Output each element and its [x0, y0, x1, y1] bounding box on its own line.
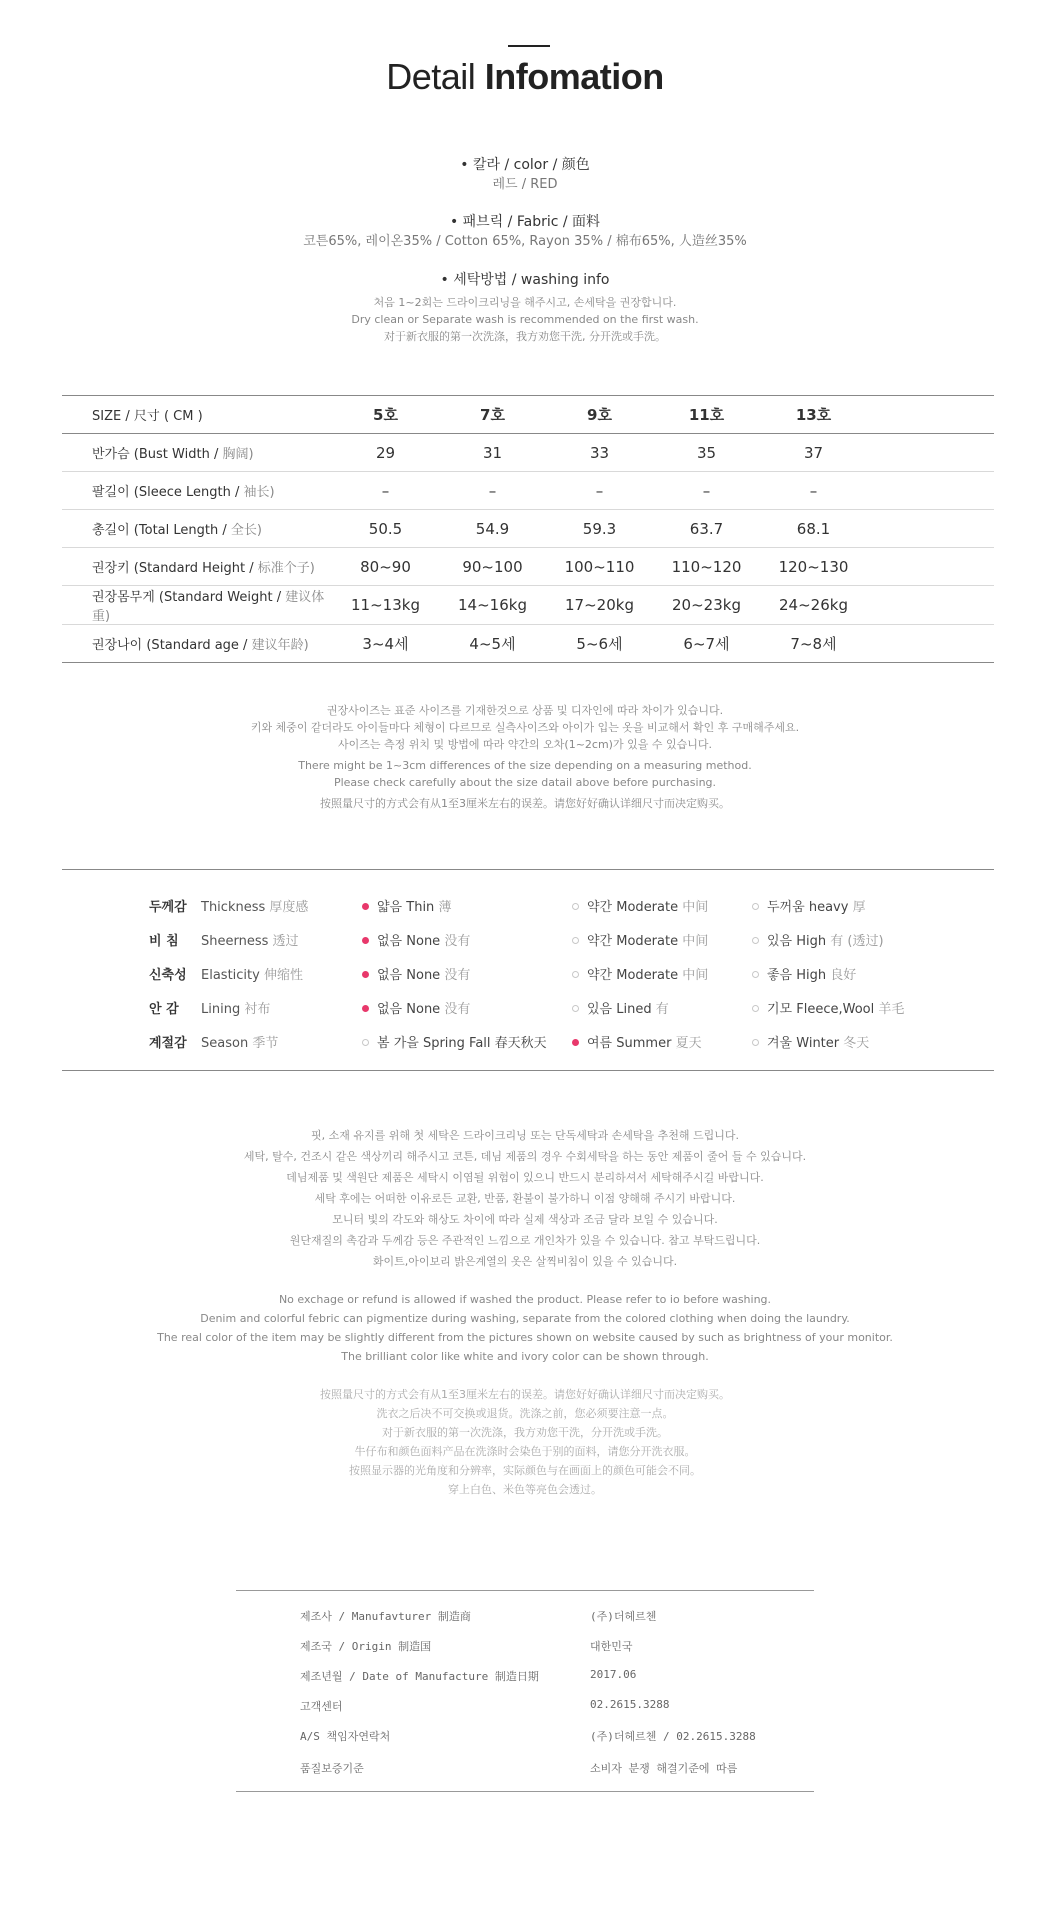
selected-dot-icon [572, 1039, 579, 1046]
fabric-category-zh: 厚度感 [269, 900, 309, 915]
fabric-option [362, 896, 451, 915]
fabric-heading: • 패브릭 / Fabric / 面料 [449, 214, 601, 230]
care-note: 핏, 소재 유지를 위해 첫 세탁은 드라이크리닝 또는 단독세탁과 손세탁을 추천해 드립니다. [311, 1129, 739, 1142]
table-cell: – [702, 481, 711, 500]
unselected-dot-icon [572, 937, 579, 944]
manufacturer-value: (주)더헤르첸 [590, 1610, 657, 1623]
size-note: 키와 체중이 같더라도 아이들마다 체형이 다르므로 실측사이즈와 아이가 입는 옷을 비교해서 확인 후 구매해주세요. [250, 721, 800, 734]
selected-dot-icon [362, 1005, 369, 1012]
fabric-category-zh: 透过 [272, 934, 299, 949]
option-zh: 有 (透过) [830, 934, 884, 949]
fabric-option [572, 896, 708, 915]
fabric-option [752, 1032, 869, 1051]
table-cell: – [809, 481, 818, 500]
option-ko: 없음 [377, 1002, 403, 1017]
manufacturer-value: 02.2615.3288 [590, 1698, 670, 1711]
manufacturer-value: 대한민국 [590, 1640, 633, 1653]
row-label-sub: 胸阔) [222, 447, 254, 462]
row-label-sub: 建议年龄) [251, 638, 309, 653]
size-note: Please check carefully about the size datail above before purchasing. [333, 776, 717, 789]
table-cell: 90~100 [462, 557, 523, 576]
table-cell: 50.5 [368, 519, 403, 538]
fabric-category: 안 감 [149, 1002, 179, 1017]
row-label [62, 625, 332, 663]
care-notes-en [0, 1290, 1050, 1366]
unselected-dot-icon [572, 1005, 579, 1012]
fabric-option [572, 998, 669, 1017]
unselected-dot-icon [362, 1039, 369, 1046]
manufacturer-key: 고객센터 [300, 1700, 343, 1713]
table-cell: 80~90 [360, 557, 411, 576]
option-ko: 좋음 [767, 968, 793, 983]
washing-line-ko: 처음 1~2회는 드라이크리닝을 해주시고, 손세탁을 권장합니다. [373, 296, 677, 309]
option-ko: 없음 [377, 934, 403, 949]
selected-dot-icon [362, 937, 369, 944]
fabric-category-en [201, 930, 299, 949]
fabric-category-en-text: Sheerness [201, 934, 269, 949]
table-cell: – [381, 481, 390, 500]
option-zh: 中间 [682, 900, 709, 915]
size-note: 사이즈는 측정 위치 및 방법에 따라 약간의 오차(1~2cm)가 있을 수 있습니다. [338, 738, 712, 751]
table-row [62, 548, 994, 586]
fabric-row-thickness [62, 888, 994, 922]
fabric-category: 두께감 [149, 900, 187, 915]
table-cell: 120~130 [778, 557, 849, 576]
option-en: Moderate [616, 968, 679, 983]
fabric-option [362, 930, 470, 949]
fabric-option [572, 1032, 702, 1051]
row-label-main: 총길이 (Total Length / [92, 523, 231, 538]
option-zh: 羊毛 [878, 1002, 905, 1017]
option-en: Summer [616, 1036, 672, 1051]
row-label [62, 434, 332, 472]
table-cell: – [595, 481, 604, 500]
table-cell: 110~120 [671, 557, 742, 576]
row-label [62, 472, 332, 510]
size-col: 9호 [587, 406, 612, 424]
option-ko: 약간 [587, 934, 613, 949]
table-cell: 3~4세 [362, 635, 409, 653]
fabric-option [752, 964, 856, 983]
manufacturer-key: 품질보증기준 [300, 1762, 364, 1775]
size-header-label: SIZE / 尺寸 ( CM ) [92, 409, 203, 424]
manufacturer-top-rule [236, 1590, 814, 1591]
care-note: 화이트,아이보리 밝은계열의 옷은 살찍비침이 있을 수 있습니다. [372, 1255, 678, 1268]
care-note: The real color of the item may be slightly different from the pictures shown on website caused by such as brightness of your monitor. [157, 1331, 893, 1344]
option-zh: 没有 [444, 934, 471, 949]
size-col: 11호 [688, 406, 725, 424]
fabric-category-zh: 衬布 [244, 1002, 271, 1017]
care-note: The brilliant color like white and ivory color can be shown through. [341, 1350, 709, 1363]
unselected-dot-icon [752, 1005, 759, 1012]
option-en: None [406, 934, 441, 949]
fabric-option [572, 930, 708, 949]
size-note: 권장사이즈는 표준 사이즈를 기재한것으로 상품 및 디자인에 따라 차이가 있습니다. [326, 704, 724, 717]
fabric-row-season [62, 1024, 994, 1058]
fabric-value: 코튼65%, 레이온35% / Cotton 65%, Rayon 35% / 棉布65%, 人造丝35% [303, 234, 747, 249]
fabric-option [362, 998, 470, 1017]
size-col: 7호 [480, 406, 505, 424]
option-en: Moderate [616, 900, 679, 915]
option-en: Winter [796, 1036, 840, 1051]
fabric-category-en [201, 998, 270, 1017]
care-note: 按照显示器的光角度和分辨率，实际颜色与在画面上的颜色可能会不同。 [349, 1464, 701, 1477]
row-label-sub: 袖长) [243, 485, 275, 500]
fabric-category-zh: 伸缩性 [263, 968, 303, 983]
table-cell: 100~110 [564, 557, 635, 576]
page-title [0, 56, 1050, 98]
row-label-sub: 标准个子) [257, 561, 315, 576]
washing-heading: • 세탁방법 / washing info [440, 272, 610, 288]
table-cell: 17~20kg [565, 596, 634, 614]
option-zh: 薄 [438, 900, 452, 915]
fabric-category-en-text: Elasticity [201, 968, 260, 983]
fabric-category-en-text: Season [201, 1036, 249, 1051]
option-en: None [406, 968, 441, 983]
color-info [0, 155, 1050, 195]
size-table-header [62, 396, 994, 434]
selected-dot-icon [362, 903, 369, 910]
fabric-bottom-rule [62, 1070, 994, 1071]
selected-dot-icon [362, 971, 369, 978]
option-en: Fleece,Wool [796, 1002, 875, 1017]
table-row [62, 510, 994, 548]
care-notes-zh [0, 1385, 1050, 1499]
washing-line-en: Dry clean or Separate wash is recommended on the first wash. [351, 313, 699, 326]
fabric-category-zh: 季节 [252, 1036, 279, 1051]
table-cell: 29 [375, 443, 396, 462]
row-label-main: 반가슴 (Bust Width / [92, 447, 223, 462]
option-ko: 약간 [587, 900, 613, 915]
option-ko: 겨울 [767, 1036, 793, 1051]
table-cell: 35 [696, 443, 717, 462]
row-label [62, 586, 332, 625]
option-ko: 기모 [767, 1002, 793, 1017]
option-zh: 没有 [444, 968, 471, 983]
fabric-category: 계절감 [149, 1036, 187, 1051]
manufacturer-key: A/S 책임자연락처 [300, 1730, 391, 1743]
unselected-dot-icon [572, 971, 579, 978]
fabric-category-en [201, 964, 303, 983]
option-ko: 있음 [587, 1002, 613, 1017]
table-cell: 6~7세 [683, 635, 730, 653]
option-ko: 얇음 [377, 900, 403, 915]
care-note: 牛仔布和颜色面料产品在洗涤时会染色于别的面料，请您分开洗衣服。 [354, 1445, 696, 1458]
manufacturer-key: 제조년월 / Date of Manufacture 制造日期 [300, 1670, 539, 1683]
page-title-bold: Infomation [484, 56, 664, 97]
manufacturer-row [236, 1660, 814, 1690]
option-ko: 약간 [587, 968, 613, 983]
size-notes [0, 702, 1050, 812]
manufacturer-key: 제조사 / Manufavturer 制造商 [300, 1610, 471, 1623]
unselected-dot-icon [752, 1039, 759, 1046]
fabric-option [752, 998, 904, 1017]
care-note: 세탁, 탈수, 건조시 같은 색상끼리 해주시고 코튼, 데님 제품의 경우 수회세탁을 하는 동안 제품이 줄어 들 수 있습니다. [243, 1150, 807, 1163]
table-row [62, 625, 994, 663]
option-en: Lined [616, 1002, 652, 1017]
table-cell: 37 [803, 443, 824, 462]
manufacturer-row [236, 1630, 814, 1660]
table-cell: – [488, 481, 497, 500]
care-note: Denim and colorful febric can pigmentize during washing, separate from the colored clothing when doing the laundry. [200, 1312, 850, 1325]
option-en: Thin [406, 900, 435, 915]
care-note: 对于新衣服的第一次洗涤，我方劝您干洗，分开洗或手洗。 [382, 1426, 668, 1439]
row-label-sub: 全长) [230, 523, 262, 538]
table-cell: 7~8세 [790, 635, 837, 653]
fabric-row-sheerness [62, 922, 994, 956]
title-divider [508, 45, 550, 47]
table-cell: 4~5세 [469, 635, 516, 653]
table-cell: 54.9 [475, 519, 510, 538]
care-note: 세탁 후에는 어떠한 이유로든 교환, 반품, 환불이 불가하니 이점 양해해 주시기 바랍니다. [314, 1192, 736, 1205]
option-zh: 中间 [682, 934, 709, 949]
option-ko: 있음 [767, 934, 793, 949]
option-zh: 夏天 [675, 1036, 702, 1051]
table-cell: 33 [589, 443, 610, 462]
washing-line-zh: 对于新衣服的第一次洗涤，我方劝您干洗, 分开洗或手洗。 [384, 330, 666, 343]
fabric-category: 비 침 [149, 934, 179, 949]
option-en: heavy [808, 900, 849, 915]
row-label-main: 권장키 (Standard Height / [92, 561, 258, 576]
table-row [62, 586, 994, 625]
table-row [62, 472, 994, 510]
table-cell: 24~26kg [779, 596, 848, 614]
table-cell: 5~6세 [576, 635, 623, 653]
option-ko: 봄 가을 [377, 1036, 419, 1051]
option-en: Moderate [616, 934, 679, 949]
manufacturer-key: 제조국 / Origin 制造国 [300, 1640, 432, 1653]
option-zh: 中间 [682, 968, 709, 983]
row-label [62, 548, 332, 586]
option-en: Spring Fall [422, 1036, 491, 1051]
table-cell: 31 [482, 443, 503, 462]
option-zh: 冬天 [843, 1036, 870, 1051]
table-cell: 20~23kg [672, 596, 741, 614]
fabric-category-en [201, 896, 308, 915]
care-note: 모니터 빛의 각도와 해상도 차이에 따라 실제 색상과 조금 달라 보일 수 있습니다. [332, 1213, 718, 1226]
manufacturer-row [236, 1720, 814, 1750]
row-label-main: 팔길이 (Sleece Length / [92, 485, 244, 500]
size-table [62, 395, 994, 663]
care-note: 데님제품 및 색원단 제품은 세탁시 이염될 위험이 있으니 반드시 분리하셔서 세탁해주시길 바랍니다. [286, 1171, 764, 1184]
option-zh: 没有 [444, 1002, 471, 1017]
manufacturer-row [236, 1752, 814, 1782]
fabric-option [752, 896, 866, 915]
size-note: There might be 1~3cm differences of the size depending on a measuring method. [298, 759, 752, 772]
care-note: 원단재질의 촉감과 두께감 등은 주관적인 느낌으로 개인차가 있을 수 있습니다. 참고 부탁드립니다. [289, 1234, 761, 1247]
care-note: 按照量尺寸的方式会有从1至3厘米左右的误差。请您好好确认详细尺寸而决定购买。 [320, 1388, 730, 1401]
manufacturer-value: 소비자 분쟁 해결기준에 따름 [590, 1762, 738, 1775]
option-zh: 良好 [830, 968, 857, 983]
option-en: High [796, 968, 827, 983]
size-note: 按照量尺寸的方式会有从1至3厘米左右的误差。请您好好确认详细尺寸而决定购买。 [320, 797, 730, 810]
table-cell: 63.7 [689, 519, 724, 538]
fabric-top-rule [62, 869, 994, 870]
option-ko: 두꺼움 [767, 900, 805, 915]
row-label [62, 510, 332, 548]
care-note: 洗衣之后决不可交换或退货。洗涤之前，您必须要注意一点。 [376, 1407, 674, 1420]
fabric-category-en-text: Thickness [201, 900, 266, 915]
fabric-category-en [201, 1032, 278, 1051]
manufacturer-row [236, 1690, 814, 1720]
fabric-info [0, 212, 1050, 252]
manufacturer-bottom-rule [236, 1791, 814, 1792]
fabric-category: 신축성 [149, 968, 187, 983]
row-label-sub: 建议体重) [92, 590, 325, 624]
manufacturer-value: 2017.06 [590, 1668, 637, 1681]
unselected-dot-icon [752, 971, 759, 978]
fabric-option [752, 930, 884, 949]
washing-info [0, 270, 1050, 345]
page-title-light: Detail [386, 56, 485, 97]
care-notes-ko [0, 1125, 1050, 1272]
fabric-option [362, 964, 470, 983]
care-note: No exchage or refund is allowed if washed the product. Please refer to io before washing. [278, 1293, 772, 1306]
option-ko: 없음 [377, 968, 403, 983]
size-col: 13호 [795, 406, 832, 424]
size-col: 5호 [373, 406, 398, 424]
color-heading: • 칼라 / color / 颜色 [460, 157, 590, 173]
option-en: None [406, 1002, 441, 1017]
manufacturer-row [236, 1600, 814, 1630]
fabric-row-elasticity [62, 956, 994, 990]
option-ko: 여름 [587, 1036, 613, 1051]
unselected-dot-icon [572, 903, 579, 910]
fabric-option [362, 1032, 547, 1051]
unselected-dot-icon [752, 937, 759, 944]
unselected-dot-icon [752, 903, 759, 910]
care-note: 穿上白色、米色等亮色会透过。 [448, 1483, 602, 1496]
table-cell: 14~16kg [458, 596, 527, 614]
option-zh: 有 [655, 1002, 669, 1017]
row-label-main: 권장몸무게 (Standard Weight / [92, 590, 286, 605]
color-value: 레드 / RED [492, 177, 558, 192]
table-cell: 59.3 [582, 519, 617, 538]
table-row [62, 434, 994, 472]
option-en: High [796, 934, 827, 949]
fabric-row-lining [62, 990, 994, 1024]
manufacturer-value: (주)더헤르첸 / 02.2615.3288 [590, 1730, 756, 1743]
table-cell: 11~13kg [351, 596, 420, 614]
table-cell: 68.1 [796, 519, 831, 538]
option-zh: 春天秋天 [494, 1036, 547, 1051]
fabric-category-en-text: Lining [201, 1002, 241, 1017]
row-label-main: 권장나이 (Standard age / [92, 638, 252, 653]
option-zh: 厚 [852, 900, 866, 915]
fabric-option [572, 964, 708, 983]
